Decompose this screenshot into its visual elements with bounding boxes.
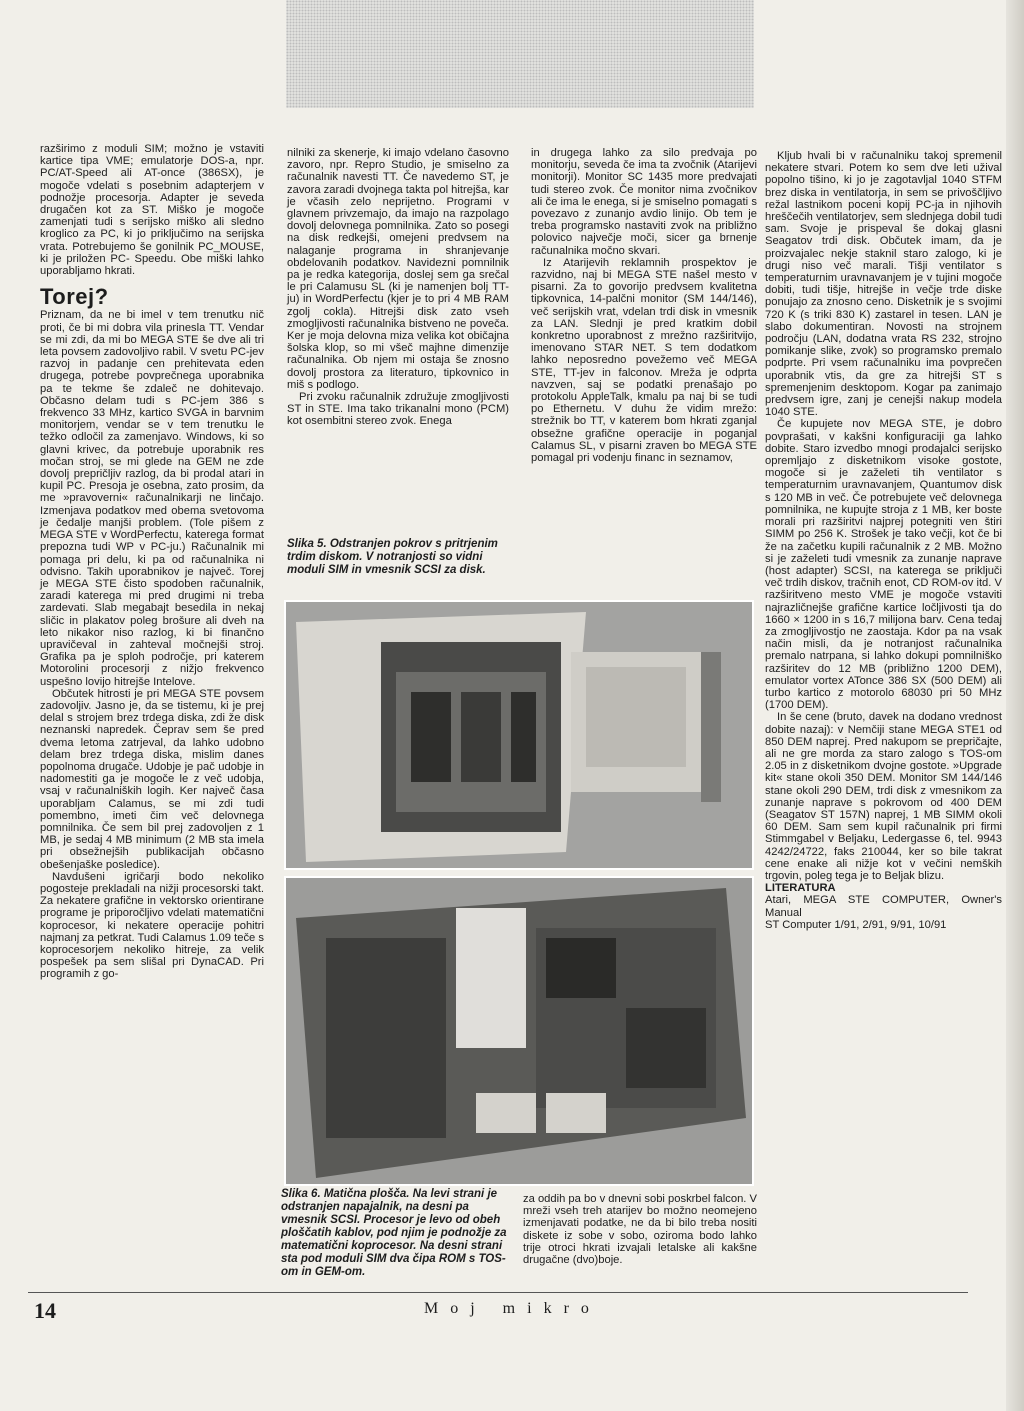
footer-rule <box>28 1292 968 1293</box>
page-edge-shadow <box>1006 0 1024 1411</box>
motherboard-photo <box>286 878 752 1184</box>
paragraph: Občutek hitrosti je pri MEGA STE povsem zadovoljiv. Jasno je, da se tistemu, ki je prej delal s strojem brez trdega diska, zdi že disk neznanski napredek. Čeprav sem še pred dvema letoma zatrjeval, da lahko udobno delam brez trdega diska, mislim danes popolnoma drugače. Udobje je pač udobje in nadomestiti ga je mogoče le z več udobja, vsaj v računalniških logih. Ker največ časa uporabljam Calamus, se mi zdi tudi pomembno, imeti čim več delovnega pomnilnika. Če sem bil prej zadovoljen z 1 MB, je sedaj 4 MB minimum (2 MB sta imela pri obsežnejših publikacijah občasno obešenjaške posledice). <box>40 687 264 871</box>
paragraph: Navdušeni igričarji bodo nekoliko pogosteje prekladali na nižji procesorski takt. Za nekatere grafične in vektorsko orientirane programe je priporočljivo vdelati matematični koprocesor, ki nekatere operacije pohitri najmanj za petkrat. Tudi Calamus 1.09 teče s koprocesorjem nekoliko hitreje, za velik pospešek pa sem slišal pri DynaCAD. Pri programih z go- <box>40 870 264 981</box>
literature-entry: Atari, MEGA STE COMPUTER, Owner's Manual <box>765 894 1002 919</box>
paragraph: Priznam, da ne bi imel v tem trenutku nič proti, če bi mi dobra vila prinesla TT. Vendar se mi zdi, da mi bo MEGA STE še dve ali tri leta povsem zadovoljivo rabil. V svetu PC-jev razvoj in padanje cen prehitevata eden drugega, potrebe povprečnega uporabnika pa te tekme še zdaleč ne dohitevajo. Občasno delam tudi s PC-jem 386 s frekvenco 33 MHz, kartico SVGA in barvnim monitorjem, vendar se v tem trenutku le težko odločil za zamenjavo. Windows, ki so glavni krivec, da potrebuje uporabnik res močan stroj, se mi glede na GEM ne zde dovolj prepričljiv razlog, da bi prodal atari in kupil PC. Presoja je osebna, zato prosim, da me »pravoverni« računalnikarji ne linčajo. Izmenjava podatkov med obema svetovoma je čedalje manjši problem. (Tole pišem z MEGA STE v WordPerfectu, katerega format prepozna tudi WP v PC-ju.) Računalnik mi pomaga pri delu, ki pa od računalnika ni odvisno. Takih uporabnikov je največ. Torej je MEGA STE čisto spodoben računalnik, zaradi katerega mi pred drugimi ni treba zardevati. Slab megabajt besedila in nekaj sličic in plakatov poleg brošure ali dveh na leto nikakor niso razlog, ki bi finančno upravičeval in zahteval močnejši stroj. Grafika pa je sploh področje, pri katerem Motorolini procesorji z nižjo frekvenco uspešno lovijo hitrejše Intelove. <box>40 309 264 688</box>
paragraph: za oddih pa bo v dnevni sobi poskrbel falcon. V mreži vseh treh atarijev bo možno neomejeno izmenjavati podatke, ne da bi bilo treba nositi diskete iz sobe v sobo, oziroma bodo lahko trije otroci hkrati izvajali letalske ali kakšne drugačne (dvo)boje. <box>523 1193 757 1267</box>
paragraph: in drugega lahko za silo predvaja po monitorju, seveda če ima ta zvočnik (Atarijevi monitorji). Monitor SC 1435 more predvajati tudi stereo zvok. Če monitor nima zvočnikov ali če ima le enega, si je smiselno pomagati s povezavo z zunanjo avdio linijo. Ob tem je treba programsko nastaviti zvok na približno polovico največje moči, sicer ga brnenje računalnika močno skvari. <box>531 147 757 257</box>
paragraph: razširimo z moduli SIM; možno je vstaviti kartice tipa VME; emulatorje DOS-a, npr. PC/AT-Speed ali AT-once (386SX), je mogoče vdelati s posebnim adapterjem v podnožje procesorja. Adapter je seveda drugačen kot za ST. Miško je mogoče zamenjati tudi s serijsko miško ali sledno kroglico za PC, ki jo priključimo na serijska vrata. Potrebujemo še gonilnik PC_MOUSE, ki je priložen PC- Speedu. Obe miški lahko uporabljamo hkrati. <box>40 143 264 278</box>
paragraph: Iz Atarijevih reklamnih prospektov je razvidno, naj bi MEGA STE našel mesto v pisarni. Za to govorijo predvsem kvalitetna tipkovnica, 14-palčni monitor (SM 144/146), več serijskih vrat, vdelan trdi disk in vmesnik za LAN. Slednji je pred kratkim dobil konkretno uporabnost z mrežno razširitvijo, imenovano STAR NET. S tem dodatkom lahko neposredno povežemo več MEGA STE, TT-jev in falconov. Mreža je odprta navzven, saj se podatki prenašajo po protokolu AppleTalk, kmalu pa naj bi se tudi po Ethernetu. V duhu že vidim mrežo: strežnik bo TT, v katerem bom hkrati zganjal obsežne grafične operacije in poganjal Calamus SL, v pisarni zraven bo MEGA STE pomagal pri vodenju financ in seznamov, <box>531 256 757 465</box>
column-1 <box>40 143 264 981</box>
section-heading: Torej? <box>40 284 109 310</box>
paragraph: nilniki za skenerje, ki imajo vdelano časovno zavoro, npr. Repro Studio, je smiselno za računalnik navesti TT. Če navedemo ST, je zavora zaradi dvojnega takta pol hitrejša, kar je včasih zelo neprijetno. Programi v glavnem privzemajo, da imajo na razpolago dovolj delovnega pomnilnika. Zato so posegi na disk redkejši, omejeni predvsem na nalaganje programa in shranjevanje obdelovanih podatkov. Navidezni pomnilnik pa je redka kategorija, doslej sem ga srečal le pri Calamusu SL (ki je namenjen bolj TT-ju) in WordPerfectu (kjer je to pri 4 MB RAM zgolj cokla). Hitrejši disk zato vseh zmogljivosti računalnika bistveno ne poveča. Ker je moja delovna miza velika kot običajna šolska klop, so mi všeč majhne dimenzije računalnika. Ob njem mi ostaja še znosno dovolj prostora za literaturo, tipkovnico in miš s podlogo. <box>287 147 510 391</box>
column-4 <box>765 150 1002 931</box>
page-number: 14 <box>34 1298 56 1323</box>
figure-5-caption: Slika 5. Odstranjen pokrov s pritrjenim trdim diskom. V notranjosti so vidni moduli SIM in vmesnik SCSI za disk. <box>287 538 498 576</box>
paragraph: In še cene (bruto, davek na dodano vrednost dobite nazaj): v Nemčiji stane MEGA STE1 od 850 DEM naprej. Pred nakupom se prepričajte, ali ne gre morda za staro zalogo s TOS-om 2.05 in z disketnikom dvojne gostote. »Upgrade kit« stane okoli 350 DEM. Monitor SM 144/146 stane okoli 290 DEM, trdi disk z vmesnikom za zunanje naprave s pokrovom od 400 DEM (Seagatov ST 157N) naprej, 1 MB SIMM okoli 60 DEM. Sam sem kupil računalnik pri firmi Stimmgabel v Beljaku, Ledergasse 6, tel. 9943 4242/24722, faks 210044, ker so bile takrat cene enake ali nižje kot v večini nemških trgovin, poleg tega je to Beljak blizu. <box>765 711 1002 882</box>
magazine-name: Moj mikro <box>424 1300 601 1317</box>
paragraph: Kljub hvali bi v računalniku takoj spremenil nekatere stvari. Potem ko sem dve leti užival popolno tišino, ki jo je zagotavljal 1040 STFM brez diska in ventilatorja, in sem se privoščljivo režal lastnikom poceni kopij PC-ja in njihovih hreščečih ventilatorjev, sem slednjega dobil tudi sam. Svoje je prispeval še dokaj glasni Seagatov trdi disk. Občutek imam, da je proizvajalec nekje staknil staro zalogo, ki je drugi niso več marali. Tišji ventilator s temperaturnim uravnavanjem je v tujini mogoče dobiti, tudi tišje, hitrejše in večje trde diske ponujajo za znosno ceno. Disketnik je s svojimi 720 K (s triki 830 K) zastarel in tesen. LAN je slabo dokumentiran. Novosti na strojnem področju (LAN, dodatna vrata RS 232, strojno pomikanje slike, zvok) so programsko premalo podprte. Pri vsem računalniku ima povprečen uporabnik vtis, da gre za hitrejši ST s spremenjenim desktopom. Kogar pa zanimajo predvsem igre, zanj je cenejši nakup modela 1040 STE. <box>765 150 1002 419</box>
paragraph: Če kupujete nov MEGA STE, je dobro povprašati, v kakšni konfiguraciji ga lahko dobite. Staro izvedbo mnogi prodajalci serijsko opremljajo z disketnikom visoke gostote, mogoče si je zaželeti tih ventilator s temperaturnim uravnavanjem, Quantumov disk s 120 MB in več. Če potrebujete več delovnega pomnilnika, ne kupujte stroja z 1 MB, ker boste morali pri razširitvi najprej potegniti ven štiri SIMM po 256 K. Strošek je tako večji, kot če bi že na začetku kupili računalnik z 2 MB. Možno si je zaželeti tudi vmesnik za zunanje naprave (host adapter) SCSI, na katerega se priključi več trdih diskov, tračnih enot, CD ROM-ov itd. V razširitveno mesto VME je mogoče vstaviti najrazličnejše grafične kartice ločljivosti tja do 1660 × 1200 in s 16,7 milijona barv. Cena tedaj za zmogljivostjo ne zaostaja. Kdor pa na vsak način misli, da je notranjost računalnika premalo natrpana, si lahko dokupi pomnilniško razširitev do 12 MB (približno 1200 DEM), emulator vortex ATonce 386 SX (500 DEM) ali turbo kartico z motorolo 68030 pri 50 MHz (1700 DEM). <box>765 418 1002 712</box>
figure-5-photo <box>284 600 754 870</box>
column-3-bottom <box>523 1193 757 1266</box>
column-2 <box>287 147 509 428</box>
paragraph: Pri zvoku računalnik združuje zmogljivosti ST in STE. Ima tako trikanalni mono (PCM) kot osembitni stereo zvok. Enega <box>287 391 509 428</box>
figure-6-caption: Slika 6. Matična plošča. Na levi strani je odstranjen napajalnik, na desni pa vmesnik SCSI. Procesor je levo od obeh ploščatih kablov, pod njim je podnožje za matematični koprocesor. Na desni strani sta pod moduli SIM dva čipa ROM s TOS-om in GEM-om. <box>281 1188 507 1278</box>
literature-entry: ST Computer 1/91, 2/91, 9/91, 10/91 <box>765 918 947 931</box>
top-halftone-box <box>286 0 754 108</box>
literature-heading: LITERATURA <box>765 882 836 895</box>
computer-case-photo <box>286 602 752 868</box>
column-3 <box>531 147 757 464</box>
figure-6-photo <box>284 876 754 1186</box>
